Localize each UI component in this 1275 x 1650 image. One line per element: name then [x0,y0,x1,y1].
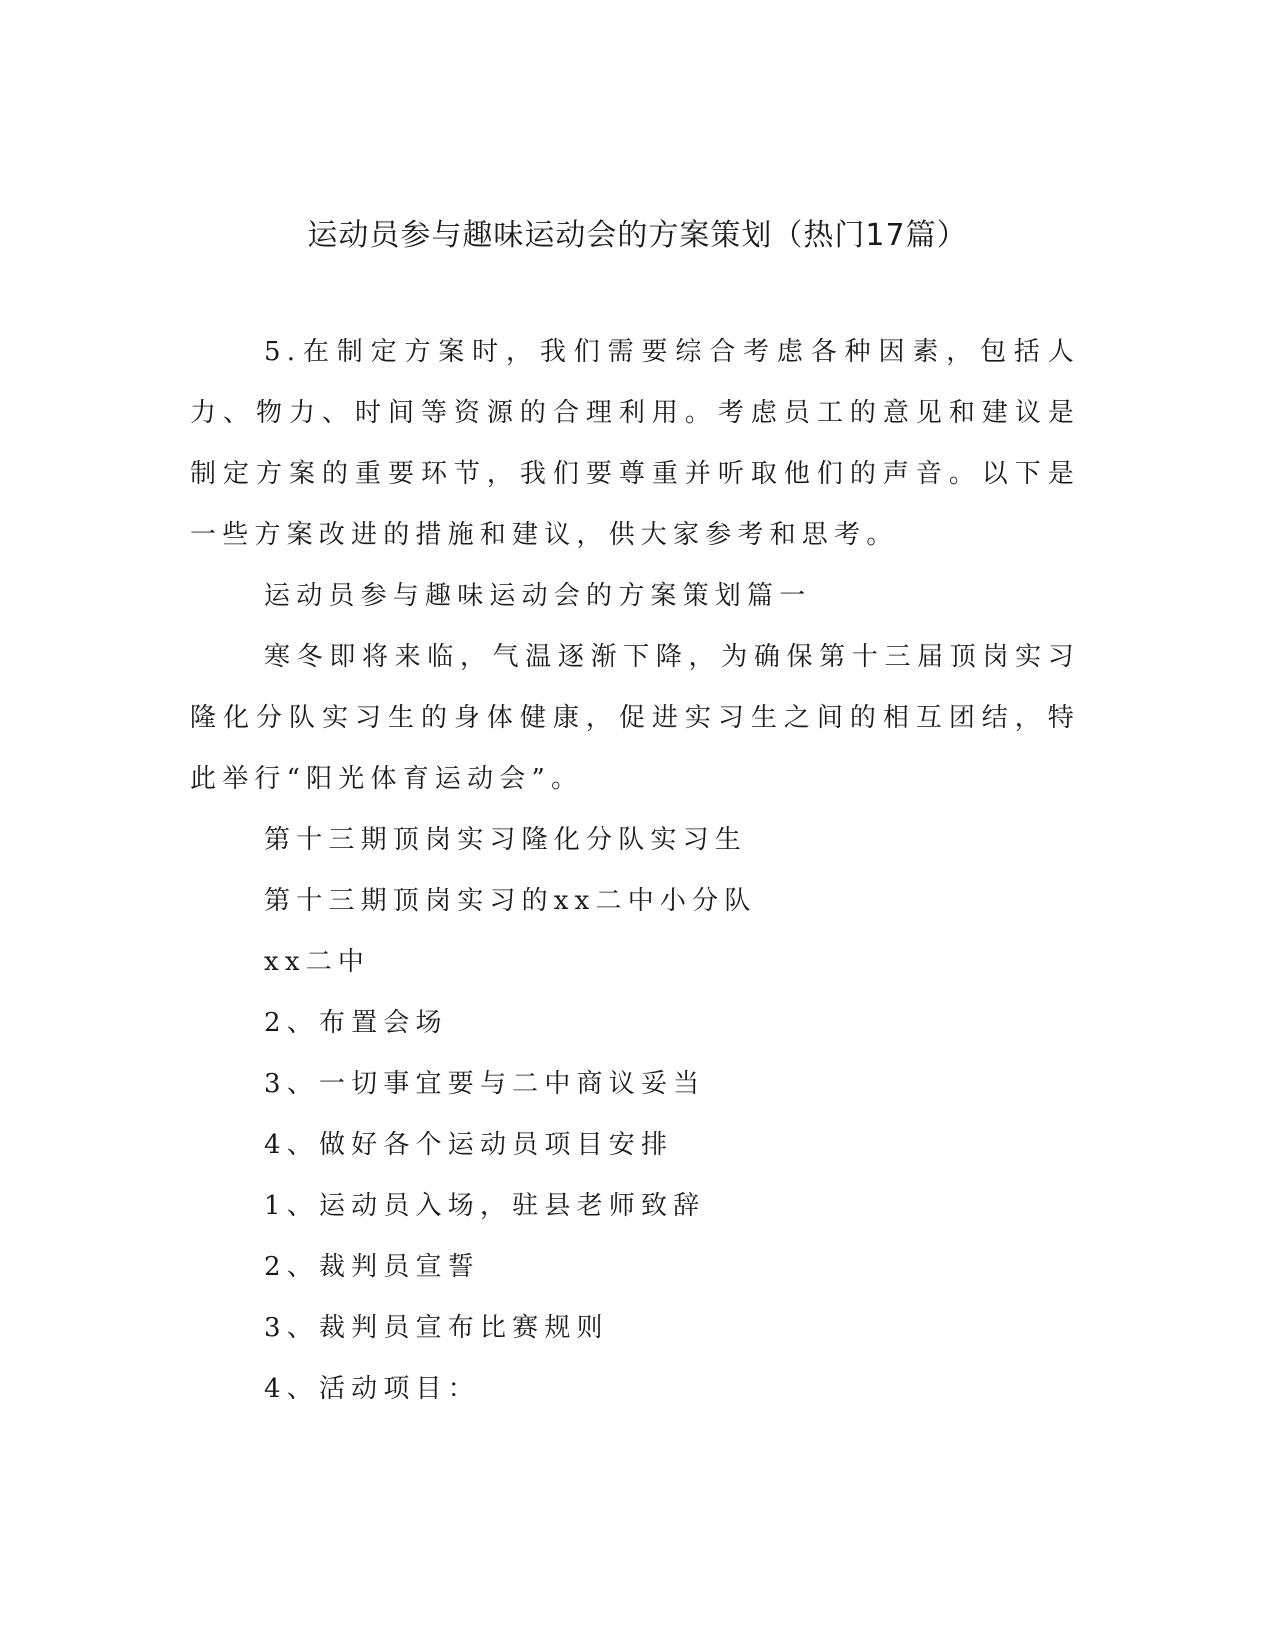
list-item: 1、运动员入场，驻县老师致辞 [264,1191,706,1221]
section-heading: 运动员参与趣味运动会的方案策划篇一 [264,581,812,611]
list-item: 3、一切事宜要与二中商议妥当 [264,1069,706,1099]
document-body [190,322,1080,1420]
document-title: 运动员参与趣味运动会的方案策划（热门17篇） [307,218,968,253]
list-item: 4、做好各个运动员项目安排 [264,1130,674,1160]
list-item: 4、活动项目： [264,1374,480,1404]
paragraph-organizer: 第十三期顶岗实习的xx二中小分队 [264,886,757,916]
list-item: 3、裁判员宣布比赛规则 [264,1313,609,1343]
paragraph-intro: 5.在制定方案时，我们需要综合考虑各种因素，包括人力、物力、时间等资源的合理利用。考虑员工的意见和建议是制定方案的重要环节，我们要尊重并听取他们的声音。以下是一些方案改进的措施和建议，供大家参考和思考。 [190,337,1080,550]
list-item: 2、裁判员宣誓 [264,1252,480,1282]
paragraph-participants: 第十三期顶岗实习隆化分队实习生 [264,825,748,855]
list-item: 2、布置会场 [264,1008,448,1038]
paragraph-background: 寒冬即将来临，气温逐渐下降，为确保第十三届顶岗实习隆化分队实习生的身体健康，促进实习生之间的相互团结，特此举行“阳光体育运动会”。 [190,642,1080,794]
paragraph-venue: xx二中 [264,947,371,977]
